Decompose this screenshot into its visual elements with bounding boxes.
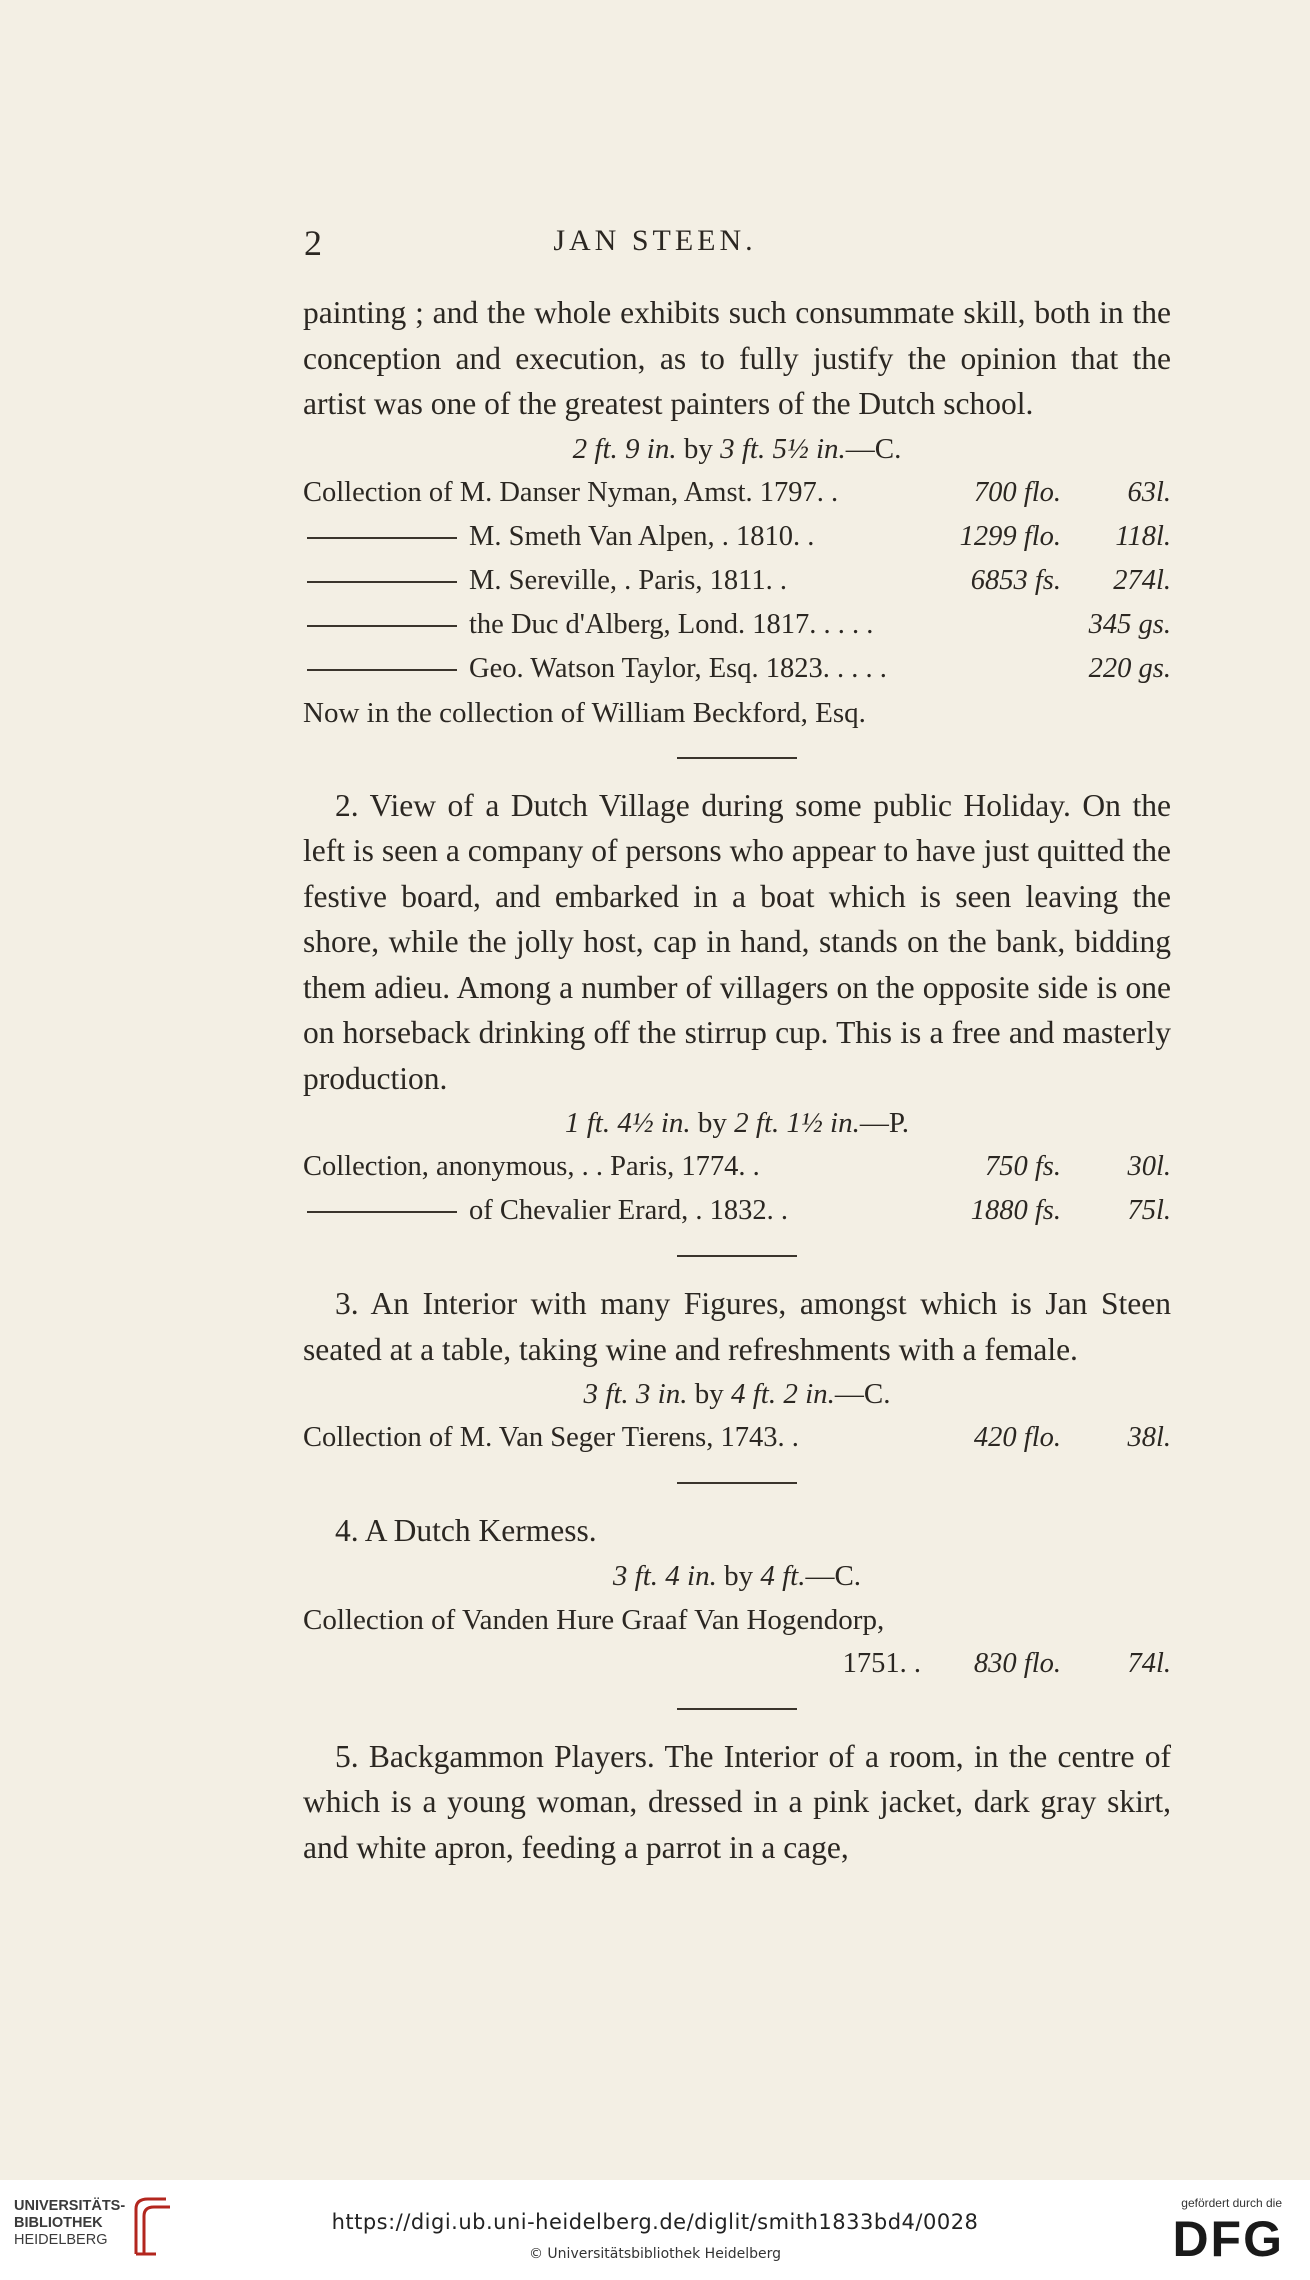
provenance-sale: Geo. Watson Taylor, Esq. 1823. . . . . bbox=[469, 652, 887, 684]
item2-provenance bbox=[303, 1145, 1171, 1233]
page-body bbox=[303, 290, 1171, 1870]
dim-medium: —C. bbox=[805, 1559, 862, 1592]
dim-a: 2 ft. 9 in. bbox=[572, 432, 677, 465]
provenance-price: 750 fs. bbox=[984, 1151, 1061, 1182]
provenance-price: 830 flo. bbox=[973, 1647, 1061, 1679]
provenance-price bbox=[921, 647, 1061, 691]
provenance-row bbox=[303, 1642, 1171, 1686]
provenance-sale: Collection of M. Van Seger Tierens, 1743. . bbox=[303, 1422, 799, 1453]
item1-dimensions bbox=[303, 427, 1171, 471]
item1-text: painting ; and the whole exhibits such consummate skill, both in the conception and execution, as to fully justify the opinion that the artist was one of the greatest painters of the Dutch school. bbox=[303, 295, 1171, 421]
dim-medium: —C. bbox=[834, 1378, 891, 1410]
provenance-sale: of Chevalier Erard, . 1832. . bbox=[469, 1195, 788, 1226]
provenance-row bbox=[303, 471, 1171, 515]
page-header bbox=[0, 222, 1310, 272]
section-rule bbox=[677, 757, 797, 759]
ditto-dash bbox=[307, 669, 457, 671]
item4-dimensions bbox=[303, 1554, 1171, 1598]
provenance-sale: Collection, anonymous, . . Paris, 1774. . bbox=[303, 1151, 760, 1182]
library-name-line1: UNIVERSITÄTS- bbox=[14, 2198, 126, 2214]
item2-dimensions bbox=[303, 1101, 1171, 1145]
dim-medium: —P. bbox=[859, 1107, 909, 1139]
dfg-logo[interactable]: DFG bbox=[1172, 2211, 1284, 2267]
provenance-sterling: 118l. bbox=[1115, 520, 1171, 552]
provenance-row bbox=[303, 1145, 1171, 1189]
provenance-row bbox=[303, 603, 1171, 647]
copyright-notice: © Universitätsbibliothek Heidelberg bbox=[528, 2246, 781, 2262]
provenance-sterling: 220 gs. bbox=[1088, 652, 1171, 684]
item1-note: Now in the collection of William Beckford, Esq. bbox=[303, 696, 866, 729]
provenance-sale-wrap bbox=[303, 603, 921, 647]
provenance-row bbox=[303, 647, 1171, 691]
item2-text: 2. View of a Dutch Village during some public Holiday. On the left is seen a company of persons who appear to have just quitted the festive board, and embarked in a boat which is seen leaving the shore, while the jolly host, cap in hand, stands on the bank, bidding them adieu. Among a number of villagers on the opposite side is one on horseback drinking off the stirrup cup. This is a free and masterly production. bbox=[303, 787, 1171, 1096]
item3-text: 3. An Interior with many Figures, amongst which is Jan Steen seated at a table, taking wine and refreshments with a female. bbox=[303, 1286, 1171, 1367]
dim-by: by bbox=[687, 1378, 731, 1410]
provenance-sale-wrap bbox=[303, 1189, 921, 1233]
provenance-sterling: 63l. bbox=[1127, 476, 1171, 508]
section-rule bbox=[677, 1482, 797, 1484]
section-rule bbox=[677, 1255, 797, 1257]
running-head: JAN STEEN. bbox=[553, 224, 757, 257]
provenance-sterling: 38l. bbox=[1127, 1422, 1171, 1453]
ditto-dash bbox=[307, 625, 457, 627]
section-rule bbox=[677, 1708, 797, 1710]
provenance-sale: the Duc d'Alberg, Lond. 1817. . . . . bbox=[469, 608, 874, 640]
item4-provenance-line: Collection of Vanden Hure Graaf Van Hogendorp, bbox=[303, 1603, 885, 1636]
dim-b: 3 ft. 5½ in. bbox=[720, 432, 846, 465]
permalink-url[interactable]: https://digi.ub.uni-heidelberg.de/diglit/smith1833bd4/0028 bbox=[331, 2210, 979, 2234]
provenance-sale-wrap bbox=[303, 515, 921, 559]
ditto-dash bbox=[307, 537, 457, 539]
provenance-sterling: 74l. bbox=[1127, 1647, 1171, 1679]
dim-b: 2 ft. 1½ in. bbox=[734, 1107, 860, 1139]
provenance-sterling: 75l. bbox=[1127, 1195, 1171, 1226]
provenance-price: 700 flo. bbox=[973, 476, 1061, 508]
provenance-sale: 1751. . bbox=[842, 1647, 921, 1679]
provenance-price: 6853 fs. bbox=[970, 564, 1061, 596]
dim-a: 3 ft. 4 in. bbox=[612, 1559, 717, 1592]
provenance-sale-wrap bbox=[303, 559, 921, 603]
dim-by: by bbox=[676, 432, 721, 465]
provenance-sale-wrap bbox=[303, 647, 921, 691]
provenance-price: 420 flo. bbox=[973, 1422, 1061, 1453]
provenance-sterling: 345 gs. bbox=[1088, 608, 1171, 640]
provenance-row bbox=[303, 559, 1171, 603]
dim-b: 4 ft. 2 in. bbox=[730, 1378, 835, 1410]
provenance-row bbox=[303, 1416, 1171, 1460]
item5-text: 5. Backgammon Players. The Interior of a room, in the centre of which is a young woman, dressed in a pink jacket, dark gray skirt, and white apron, feeding a parrot in a cage, bbox=[303, 1738, 1171, 1865]
viewer-footer bbox=[0, 2180, 1310, 2280]
funding-label: gefördert durch die bbox=[1181, 2196, 1282, 2210]
provenance-sterling: 274l. bbox=[1113, 564, 1171, 596]
dim-a: 1 ft. 4½ in. bbox=[564, 1107, 691, 1139]
provenance-price: 1880 fs. bbox=[970, 1195, 1061, 1226]
provenance-price: 1299 flo. bbox=[959, 520, 1061, 552]
provenance-sale: M. Smeth Van Alpen, . 1810. . bbox=[469, 520, 815, 552]
ditto-dash bbox=[307, 581, 457, 583]
dim-by: by bbox=[690, 1107, 735, 1139]
provenance-sale: Collection of M. Danser Nyman, Amst. 1797. . bbox=[303, 476, 839, 508]
dim-b: 4 ft. bbox=[760, 1559, 806, 1592]
provenance-row bbox=[303, 515, 1171, 559]
provenance-sterling: 30l. bbox=[1127, 1151, 1171, 1182]
provenance-row bbox=[303, 1189, 1171, 1233]
dim-by: by bbox=[716, 1559, 761, 1592]
page-number: 2 bbox=[304, 223, 322, 263]
library-name-line3: HEIDELBERG bbox=[14, 2232, 108, 2248]
item1-provenance bbox=[303, 471, 1171, 691]
dim-a: 3 ft. 3 in. bbox=[583, 1378, 688, 1410]
provenance-sale: M. Sereville, . Paris, 1811. . bbox=[469, 564, 787, 596]
provenance-price bbox=[921, 603, 1061, 647]
item3-dimensions bbox=[303, 1372, 1171, 1416]
library-name-line2: BIBLIOTHEK bbox=[14, 2215, 103, 2231]
ditto-dash bbox=[307, 1211, 457, 1213]
item4-text: 4. A Dutch Kermess. bbox=[335, 1513, 597, 1548]
dim-medium: —C. bbox=[845, 432, 902, 465]
